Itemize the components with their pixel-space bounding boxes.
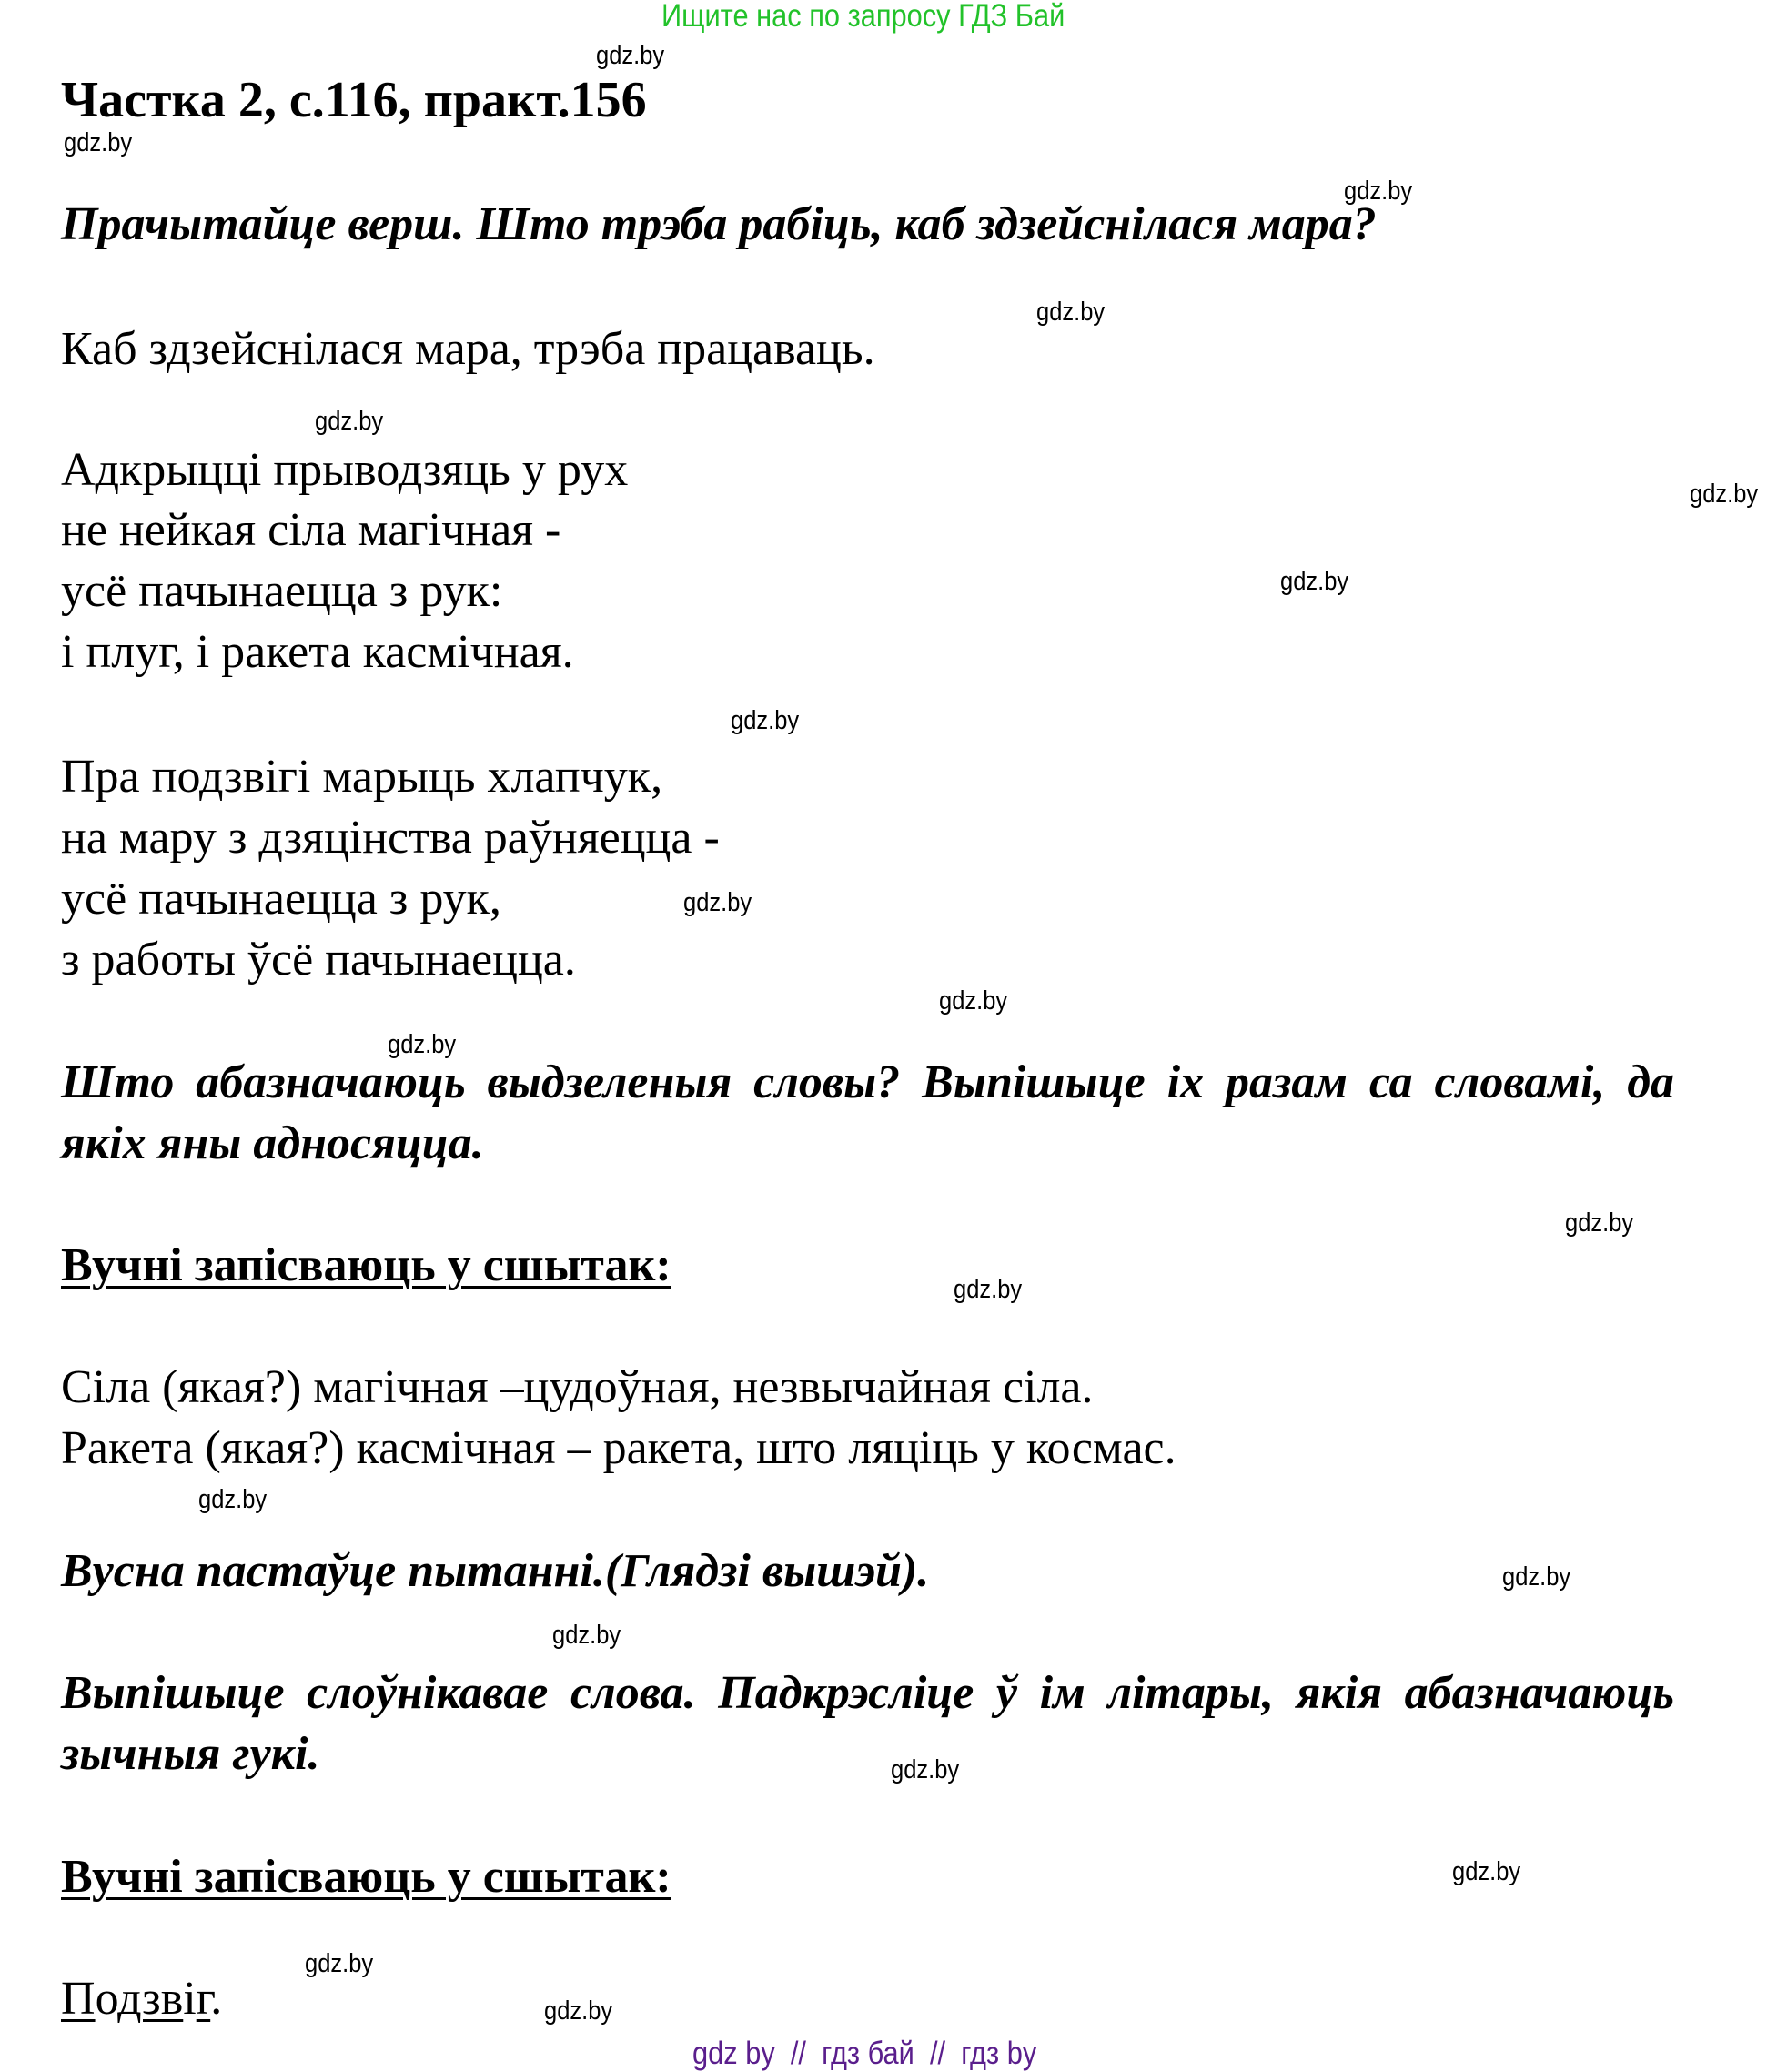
watermark: gdz.by <box>1502 1562 1571 1592</box>
page-title: Частка 2, с.116, практ.156 <box>61 72 647 128</box>
watermark: gdz.by <box>1036 298 1106 327</box>
notebook-heading: Вучні запісваюць у сшытак: <box>61 1851 671 1903</box>
poem-line: усё пачынаецца з рук, <box>61 873 501 925</box>
watermark: gdz.by <box>544 1996 613 2026</box>
punctuation: . <box>210 1973 223 2025</box>
watermark: gdz.by <box>1452 1857 1521 1886</box>
poem-line: на мару з дзяцінства раўняецца - <box>61 812 720 864</box>
watermark: gdz.by <box>954 1275 1023 1304</box>
watermark: gdz.by <box>388 1030 457 1059</box>
task-instruction: Вусна пастаўце пытанні.(Глядзі вышэй). <box>61 1545 930 1597</box>
underlined-consonant: г <box>196 1973 211 2025</box>
watermark: gdz.by <box>731 706 800 735</box>
watermark: gdz.by <box>891 1755 960 1784</box>
watermark: gdz.by <box>552 1621 621 1650</box>
poem-line: і плуг, і ракета касмічная. <box>61 626 574 678</box>
watermark: gdz.by <box>596 41 665 70</box>
task-instruction: Прачытайце верш. Што трэба рабіць, каб здзейснілася мара? <box>61 198 1377 250</box>
footer-links: gdz by // гдз бай // гдз by <box>692 2036 1037 2071</box>
poem-line: з работы ўсё пачынаецца. <box>61 934 576 985</box>
vowel-letter: і <box>183 1973 197 2025</box>
poem-line: Пра подзвігі марыць хлапчук, <box>61 751 663 803</box>
poem-line: не нейкая сіла магічная - <box>61 504 561 556</box>
vowel-letter: о <box>95 1973 118 2025</box>
watermark: gdz.by <box>64 128 133 157</box>
watermark: gdz.by <box>198 1485 268 1514</box>
watermark: gdz.by <box>1280 567 1349 596</box>
poem-line: Адкрыцці прыводзяць у рух <box>61 444 629 496</box>
task-instruction: Што абазначаюць выдзеленыя словы? Выпішыце іх разам са словамі, да якіх яны адносяцца. <box>61 1056 1674 1169</box>
answer-text: Ракета (якая?) касмічная – ракета, што ляціць у космас. <box>61 1422 1176 1474</box>
watermark: gdz.by <box>683 888 752 917</box>
search-banner: Ищите нас по запросу ГДЗ Бай <box>661 0 1065 34</box>
watermark: gdz.by <box>315 407 384 436</box>
vocabulary-word <box>61 1972 222 2027</box>
underlined-consonant: дзв <box>117 1973 184 2025</box>
task-instruction: Выпішыце слоўнікавае слова. Падкрэсліце ў ім літары, якія абазначаюць зычныя гукі. <box>61 1667 1674 1780</box>
answer-text: Сіла (якая?) магічная –цудоўная, незвычайная сіла. <box>61 1361 1094 1413</box>
answer-text: Каб здзейснілася мара, трэба працаваць. <box>61 323 875 375</box>
watermark: gdz.by <box>305 1949 374 1978</box>
notebook-heading: Вучні запісваюць у сшытак: <box>61 1239 671 1291</box>
underlined-consonant: П <box>61 1973 96 2025</box>
poem-line: усё пачынаецца з рук: <box>61 565 503 617</box>
watermark: gdz.by <box>1690 480 1759 509</box>
watermark: gdz.by <box>939 986 1008 1016</box>
watermark: gdz.by <box>1565 1208 1634 1238</box>
watermark: gdz.by <box>1344 177 1413 206</box>
